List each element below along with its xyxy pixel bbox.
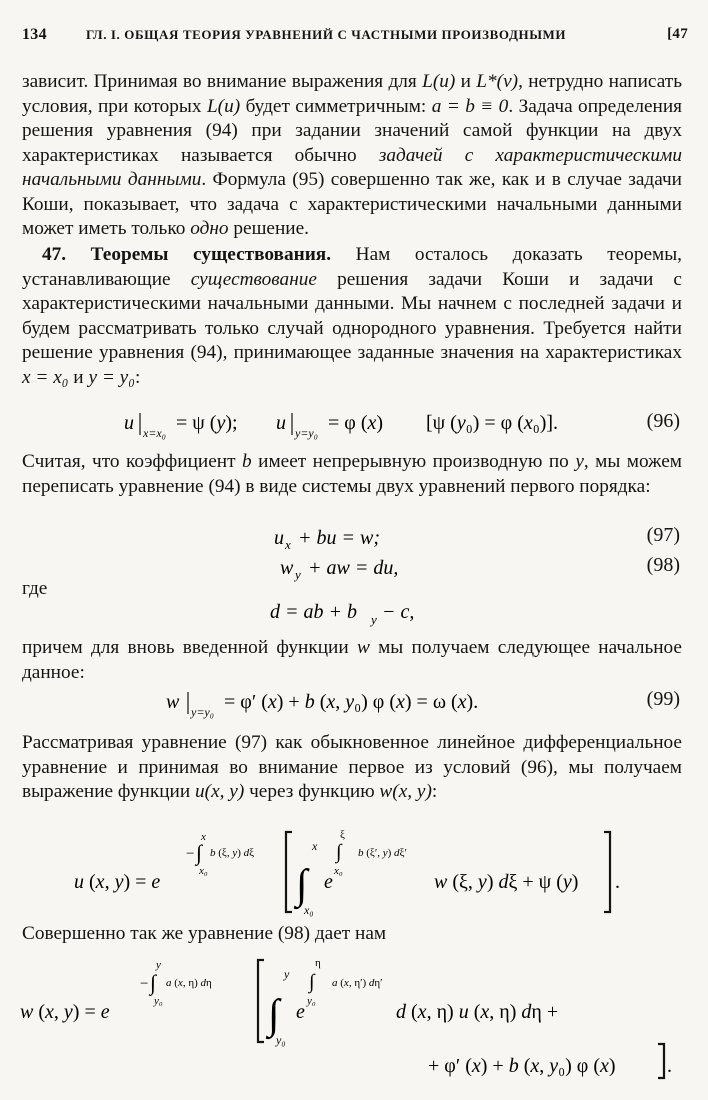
math-inline: w [356, 637, 370, 658]
math-inline: L(u) [206, 95, 241, 117]
equation-96-svg [124, 407, 584, 441]
svg-text:x: x [312, 839, 318, 853]
emphasis-term: задачей с характеристическими начальными данными [22, 144, 682, 190]
svg-text:w (x, y) = e: w (x, y) = e [20, 1001, 110, 1023]
equation-number-97: (97) [646, 524, 680, 546]
emphasis-term: существование [190, 268, 317, 290]
math-inline: y [575, 451, 584, 472]
paragraph-4: причем для вновь введенной функции w мы получаем следующее начальное данное: [22, 637, 682, 683]
svg-text:b (ξ, y) dξ: b (ξ, y) dξ [210, 847, 255, 859]
svg-text:− c,: − c, [382, 601, 415, 623]
page-number: 134 [22, 26, 47, 43]
svg-text:∫: ∫ [150, 970, 157, 995]
svg-text:u: u [274, 527, 284, 549]
paragraph-5: Рассматривая уравнение (97) как обыкновенное линейное дифференциальное уравнение и принимая во внимание первое из условий (96), мы получаем выражение функции u(x, y) через функцию w(x, y): [22, 732, 682, 802]
svg-text:x₀: x₀ [304, 903, 314, 917]
svg-text:−: − [186, 846, 195, 862]
math-inline: w(x, y) [379, 781, 432, 802]
svg-text:y=y₀: y=y₀ [191, 705, 214, 719]
section-heading: 47. Теоремы существования. [42, 244, 332, 265]
math-inline: L(u) [422, 71, 456, 92]
svg-text:a (x, η′) dη′: a (x, η′) dη′ [332, 977, 383, 989]
equation-number-96: (96) [646, 410, 680, 432]
svg-text:.: . [667, 1055, 672, 1077]
math-inline: b [242, 451, 252, 472]
math-inline: a = b ≡ 0 [431, 95, 509, 117]
math-inline: L*(v) [476, 71, 519, 92]
svg-text:x₀: x₀ [334, 865, 343, 877]
svg-text:= ψ (y);: = ψ (y); [176, 412, 238, 434]
svg-text:.: . [615, 871, 620, 893]
svg-text:b (ξ′, y) dξ′: b (ξ′, y) dξ′ [358, 847, 407, 859]
svg-text:y: y [156, 959, 161, 971]
svg-text:∫: ∫ [309, 971, 315, 993]
svg-text:u: u [124, 412, 134, 434]
math-inline: y = y₀ [88, 366, 135, 388]
svg-text:η: η [315, 957, 321, 969]
math-inline: u(x, y) [195, 781, 245, 802]
equation-w-solution [20, 954, 680, 1088]
svg-text:y: y [371, 612, 377, 627]
svg-text:+ φ′ (x) + b (x, y₀) φ (x): + φ′ (x) + b (x, y₀) φ (x) [428, 1055, 616, 1077]
svg-text:−: − [140, 976, 149, 992]
svg-text:y: y [295, 567, 301, 582]
svg-text:x₀: x₀ [199, 865, 208, 877]
svg-text:y=y₀: y=y₀ [295, 426, 318, 440]
svg-text:d (x, η) u (x, η) dη +: d (x, η) u (x, η) dη + [396, 1001, 559, 1023]
equation-d [270, 596, 490, 634]
svg-text:ξ: ξ [340, 830, 345, 841]
equation-number-98: (98) [646, 554, 680, 576]
svg-text:y₀: y₀ [307, 995, 316, 1007]
svg-text:∫: ∫ [296, 862, 308, 908]
svg-text:x: x [201, 831, 206, 843]
svg-text:+ bu = w;: + bu = w; [298, 527, 381, 549]
svg-text:∫: ∫ [336, 841, 342, 863]
svg-text:[ψ (y₀) = φ (x₀)].: [ψ (y₀) = φ (x₀)]. [426, 412, 559, 434]
svg-text:= φ (x): = φ (x) [328, 412, 384, 434]
svg-text:y: y [284, 967, 290, 981]
paragraph-1: зависит. Принимая во внимание выражения для L(u) и L*(v), нетрудно написать условия, при которых L(u) будет симметричным: a = b ≡ 0. Задача определения решения уравнения (94) при задании значений самой функции на двух характеристиках называется обычно задачей с характеристическими начальными данными. Формула (95) совершенно так же, как и в случае задачи Коши, показывает, что задача с характеристическими начальными данными может иметь только одно решение. [22, 71, 683, 239]
svg-text:w: w [166, 691, 180, 713]
svg-text:y₀: y₀ [276, 1033, 286, 1047]
svg-text:∫: ∫ [196, 840, 203, 865]
equation-96 [124, 407, 584, 447]
svg-text:w (ξ, y) dξ + ψ (y): w (ξ, y) dξ + ψ (y) [434, 871, 579, 893]
equation-98 [280, 552, 480, 588]
svg-text:y₀: y₀ [154, 995, 163, 1007]
equation-number-99: (99) [646, 688, 680, 710]
equation-99 [166, 686, 586, 726]
svg-text:+ aw = du,: + aw = du, [308, 557, 399, 579]
svg-text:u: u [276, 412, 286, 434]
svg-text:= φ′ (x) + b (x, y₀) φ (x) = ω: = φ′ (x) + b (x, y₀) φ (x) = ω (x). [224, 691, 479, 713]
math-inline: x = x₀ [22, 366, 69, 388]
svg-text:x: x [285, 537, 291, 552]
paragraph-6: Совершенно так же уравнение (98) дает нам [22, 923, 387, 944]
svg-text:x=x₀: x=x₀ [143, 426, 166, 440]
svg-text:d = ab + b: d = ab + b [270, 601, 357, 623]
running-title: ГЛ. I. ОБЩАЯ ТЕОРИЯ УРАВНЕНИЙ С ЧАСТНЫМИ ПРОИЗВОДНЫМИ [86, 27, 567, 42]
svg-text:e: e [296, 1001, 305, 1023]
equation-u-solution [74, 830, 654, 926]
svg-text:∫: ∫ [268, 992, 280, 1038]
svg-text:e: e [324, 871, 333, 893]
paragraph-3: Считая, что коэффициент b имеет непрерывную производную по y, мы можем переписать уравнение (94) в виде системы двух уравнений первого порядка: [22, 451, 682, 497]
where-label: где [22, 578, 48, 599]
svg-text:u (x, y) = e: u (x, y) = e [74, 871, 161, 893]
svg-text:w: w [280, 557, 294, 579]
section-ref: [47 [667, 26, 688, 42]
svg-text:a (x, η) dη: a (x, η) dη [166, 977, 212, 989]
paragraph-2: 47. Теоремы существования. Нам осталось доказать теоремы, устанавливающие существование решения задачи Коши и задачи с характеристическими начальными данными. Мы начнем с последней задачи и будем рассматривать только случай однородного уравнения. Требуется найти решение уравнения (94), принимающее заданные значения на характеристиках x = x₀ и y = y₀: [22, 244, 682, 388]
emphasis-term: одно [190, 218, 229, 239]
